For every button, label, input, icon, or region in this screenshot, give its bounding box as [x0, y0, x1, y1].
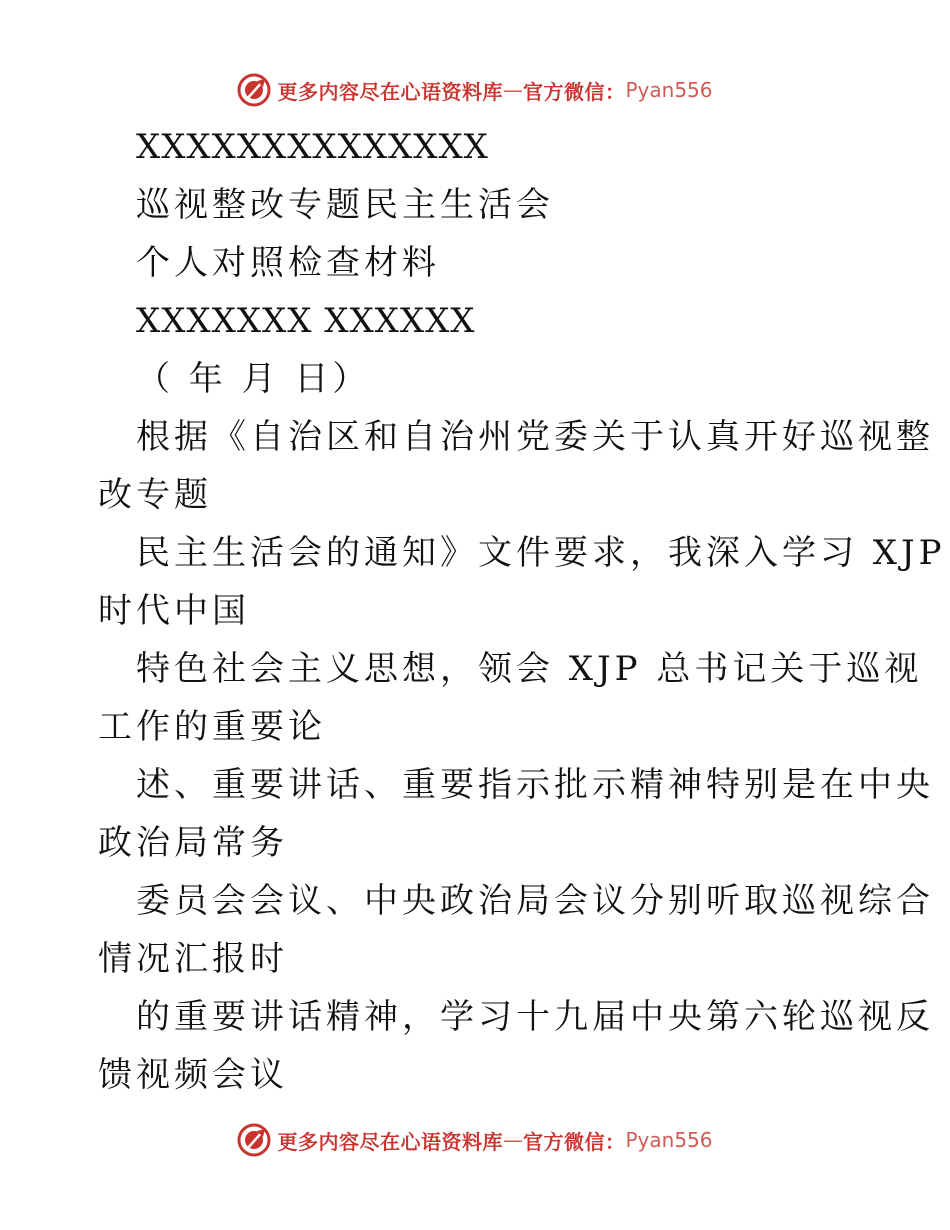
document-line: 巡视整改专题民主生活会: [136, 185, 554, 225]
document-line: 根据《自治区和自治州党委关于认真开好巡视整: [136, 417, 934, 457]
quill-logo-icon: [237, 1123, 271, 1157]
document-line: 特色社会主义思想，领会 XJP 总书记关于巡视: [136, 649, 923, 689]
banner-dash: —: [502, 1128, 523, 1152]
banner-wechat-id: Pyan556: [625, 1128, 713, 1152]
document-line: 委员会会议、中央政治局会议分别听取巡视综合: [136, 881, 934, 921]
banner-text: 更多内容尽在心语资料库: [277, 1129, 503, 1154]
document-line: （ 年 月 日）: [136, 359, 371, 399]
banner-wechat-id: Pyan556: [625, 78, 713, 102]
document-line: 政治局常务: [98, 823, 288, 863]
document-line: 时代中国: [98, 591, 250, 631]
banner-wechat-label: 官方微信：: [522, 79, 626, 104]
document-line: 馈视频会议: [98, 1055, 288, 1095]
document-line: 述、重要讲话、重要指示批示精神特别是在中央: [136, 765, 934, 805]
banner-text: 更多内容尽在心语资料库: [277, 79, 503, 104]
header-watermark-banner: [0, 70, 950, 110]
banner-wechat-label: 官方微信：: [522, 1129, 626, 1154]
document-line: 改专题: [98, 475, 212, 515]
document-line: 个人对照检查材料: [136, 243, 440, 283]
document-line: XXXXXXX XXXXXX: [136, 301, 476, 341]
document-line: 工作的重要论: [98, 707, 326, 747]
document-line: 的重要讲话精神，学习十九届中央第六轮巡视反: [136, 997, 934, 1037]
footer-watermark-banner: [0, 1120, 950, 1160]
document-line: 民主生活会的通知》文件要求，我深入学习 XJP: [136, 533, 946, 573]
document-line: XXXXXXXXXXXXXX: [136, 127, 489, 167]
document-line: 情况汇报时: [98, 939, 288, 979]
quill-logo-icon: [237, 73, 271, 107]
document-body: [98, 118, 946, 1104]
banner-dash: —: [502, 78, 523, 102]
